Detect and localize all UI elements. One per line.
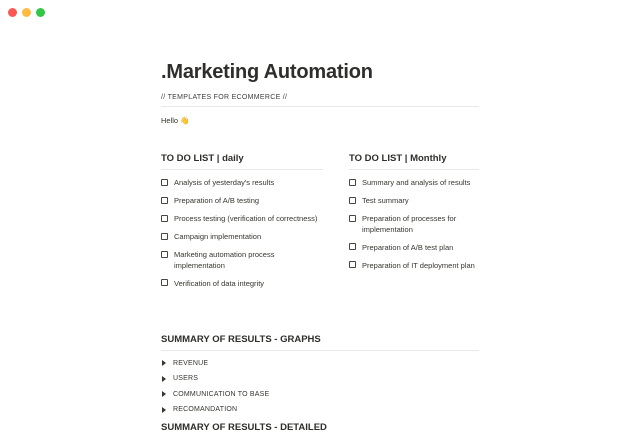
toggle-arrow-icon[interactable]	[162, 360, 166, 366]
checkbox[interactable]	[161, 233, 168, 240]
checkbox[interactable]	[349, 179, 356, 186]
toggle-arrow-icon[interactable]	[162, 391, 166, 397]
greeting-label: Hello	[161, 116, 179, 125]
checkbox[interactable]	[161, 279, 168, 286]
summary-graphs-section	[161, 334, 479, 414]
summary-detailed-heading: SUMMARY OF RESULTS - DETAILED	[161, 422, 327, 433]
toggle-arrow-icon[interactable]	[162, 376, 166, 382]
todo-item	[161, 250, 323, 271]
todo-item-label: Verification of data integrity	[174, 278, 265, 288]
checkbox[interactable]	[349, 215, 356, 222]
checkbox[interactable]	[161, 179, 168, 186]
todo-item	[161, 178, 323, 189]
todo-item-label: Process testing (verification of correctness)	[174, 214, 318, 223]
todo-monthly-list	[349, 178, 479, 271]
greeting-text	[161, 116, 479, 125]
todo-item	[349, 178, 479, 189]
checkbox[interactable]	[161, 251, 168, 258]
summary-detailed-section	[161, 422, 479, 438]
toggle-arrow-icon[interactable]	[162, 407, 166, 413]
page-content	[161, 0, 479, 438]
window-titlebar	[8, 8, 45, 17]
wave-emoji-icon: 👋	[180, 116, 190, 125]
close-button[interactable]	[8, 8, 17, 17]
checkbox[interactable]	[161, 215, 168, 222]
todo-item-label: Test summary	[362, 196, 409, 205]
checkbox[interactable]	[161, 197, 168, 204]
toggle-label: USERS	[173, 375, 199, 382]
todo-daily-heading: TO DO LIST | daily	[161, 153, 323, 170]
todo-item	[349, 243, 479, 254]
zoom-button[interactable]	[36, 8, 45, 17]
toggle-label: RECOMANDATION	[173, 406, 238, 413]
toggle-label: REVENUE	[173, 359, 209, 367]
todo-item-label: Preparation of processes for implementation	[362, 214, 457, 234]
todo-item-label: Analysis of yesterday's results	[174, 178, 275, 187]
toggle-item-users[interactable]	[161, 375, 479, 382]
todo-item-label: Marketing automation process implementation	[174, 250, 275, 270]
todo-item-label: Preparation of A/B test plan	[362, 242, 454, 252]
divider	[161, 106, 479, 107]
minimize-button[interactable]	[22, 8, 31, 17]
todo-item	[161, 232, 323, 243]
todo-monthly-heading: TO DO LIST | Monthly	[349, 153, 479, 170]
todo-item	[161, 214, 323, 225]
todo-daily-list	[161, 178, 323, 289]
todo-columns	[161, 153, 479, 297]
toggle-item-recomandation[interactable]	[161, 406, 479, 413]
toggle-item-communication[interactable]	[161, 391, 479, 398]
toggle-label: COMMUNICATION TO BASE	[173, 390, 270, 398]
todo-daily-section	[161, 153, 323, 297]
checkbox[interactable]	[349, 197, 356, 204]
toggle-item-revenue[interactable]	[161, 360, 479, 367]
page-title: .Marketing Automation	[161, 61, 373, 83]
todo-item	[161, 279, 323, 290]
todo-item-label: Summary and analysis of results	[362, 178, 471, 187]
summary-graphs-heading: SUMMARY OF RESULTS - GRAPHS	[161, 334, 479, 351]
todo-item-label: Preparation of A/B testing	[174, 196, 260, 205]
todo-item	[349, 196, 479, 207]
checkbox[interactable]	[349, 243, 356, 250]
todo-item	[349, 214, 479, 235]
todo-item-label: Campaign implementation	[174, 232, 262, 241]
todo-item-label: Preparation of IT deployment plan	[362, 260, 475, 270]
toggle-list	[161, 360, 479, 414]
todo-item	[349, 261, 479, 272]
todo-item	[161, 196, 323, 207]
checkbox[interactable]	[349, 261, 356, 268]
todo-monthly-section	[349, 153, 479, 297]
page-subtitle: // TEMPLATES FOR ECOMMERCE //	[161, 94, 288, 101]
